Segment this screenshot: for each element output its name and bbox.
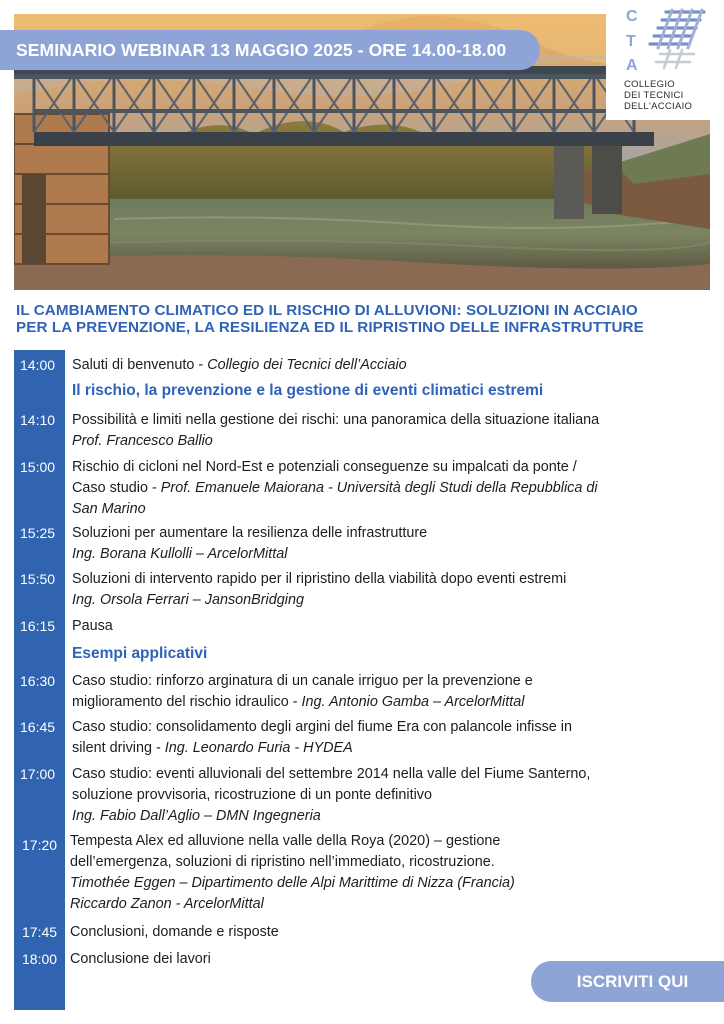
program-speaker: Ing. Antonio Gamba – ArcelorMittal	[301, 694, 525, 710]
program-time: 16:45	[20, 719, 56, 735]
program-content: Conclusioni, domande e risposte	[70, 924, 279, 940]
section-heading-examples: Esempi applicativi	[72, 645, 208, 662]
program-content: Caso studio: eventi alluvionali del settembre 2014 nella valle del Fiume Santerno, soluzione provvisoria, ricostruzione di un ponte definitivo Ing. Fabio Dall’Aglio – DMN Ingegneria	[72, 764, 666, 827]
program-time: 18:00	[22, 951, 58, 967]
program-speaker: Ing. Leonardo Furia - HYDEA	[164, 740, 353, 756]
program-speaker: Prof. Francesco Ballio	[72, 433, 213, 449]
program-content: Saluti di benvenuto - Collegio dei Tecnici dell’Acciaio	[72, 357, 407, 373]
logo-letter-a: A	[626, 57, 638, 74]
cta-logo	[606, 0, 724, 120]
seminar-title: IL CAMBIAMENTO CLIMATICO ED IL RISCHIO DI ALLUVIONI: SOLUZIONI IN ACCIAIO PER LA PREVENZIONE, LA RESILIENZA ED IL RIPRISTINO DELLE INFRASTRUTTURE	[16, 302, 644, 336]
program-speaker: Timothée Eggen – Dipartimento delle Alpi Marittime di Nizza (Francia)	[70, 875, 515, 891]
program-speaker: Prof. Emanuele Maiorana - Università degli Studi della Repubblica di	[160, 480, 598, 496]
program-time: 17:45	[22, 924, 58, 940]
program-content: Tempesta Alex ed alluvione nella valle della Roya (2020) – gestione dell’emergenza, soluzioni di ripristino nell’immediato, ricostruzione. Timothée Eggen – Dipartimento delle Alpi Marittime di Nizza (Francia) Riccardo Zanon - ArcelorMittal	[70, 831, 666, 915]
program-content: Rischio di cicloni nel Nord-Est e potenziali conseguenze su impalcati da ponte / Caso studio - Prof. Emanuele Maiorana - Università degli Studi della Repubblica di San Marino	[72, 459, 598, 517]
logo-letter-c: C	[626, 8, 638, 25]
program-time: 14:00	[20, 357, 56, 373]
program-content: Pausa	[72, 618, 113, 634]
program-time: 15:50	[20, 571, 56, 587]
program-time: 15:25	[20, 525, 56, 541]
program-content: Soluzioni per aumentare la resilienza delle infrastrutture Ing. Borana Kullolli – ArcelorMittal	[72, 523, 666, 565]
program-time: 16:30	[20, 673, 56, 689]
program-time: 16:15	[20, 618, 56, 634]
steel-grid-logo-icon	[648, 8, 710, 70]
register-button[interactable]: ISCRIVITI QUI	[531, 961, 724, 1002]
program-speaker: Collegio dei Tecnici dell’Acciaio	[207, 357, 407, 373]
program-time: 17:00	[20, 766, 56, 782]
section-heading-risk: Il rischio, la prevenzione e la gestione di eventi climatici estremi	[72, 382, 544, 399]
program-speaker: Ing. Orsola Ferrari – JansonBridging	[72, 592, 304, 608]
logo-name: COLLEGIO DEI TECNICI DELL'ACCIAIO	[624, 79, 693, 112]
program-speaker: Ing. Fabio Dall’Aglio – DMN Ingegneria	[72, 808, 321, 824]
program-content: Caso studio: rinforzo arginatura di un canale irriguo per la prevenzione e miglioramento del rischio idraulico - Ing. Antonio Gamba – ArcelorMittal	[72, 673, 533, 710]
program-content: Soluzioni di intervento rapido per il ripristino della viabilità dopo eventi estremi Ing. Orsola Ferrari – JansonBridging	[72, 569, 666, 611]
event-date-banner: SEMINARIO WEBINAR 13 MAGGIO 2025 - ORE 14.00-18.00	[0, 30, 540, 70]
program-content: Conclusione dei lavori	[70, 951, 211, 967]
program-speaker: Riccardo Zanon - ArcelorMittal	[70, 896, 264, 912]
program-time: 15:00	[20, 459, 56, 475]
program-content: Caso studio: consolidamento degli argini del fiume Era con palancole infisse in silent driving - Ing. Leonardo Furia - HYDEA	[72, 719, 572, 756]
logo-letter-t: T	[626, 33, 636, 50]
program-content: Possibilità e limiti nella gestione dei rischi: una panoramica della situazione italiana Prof. Francesco Ballio	[72, 410, 666, 452]
program-time: 14:10	[20, 412, 56, 428]
program-speaker: Ing. Borana Kullolli – ArcelorMittal	[72, 546, 288, 562]
program-time: 17:20	[22, 837, 58, 853]
